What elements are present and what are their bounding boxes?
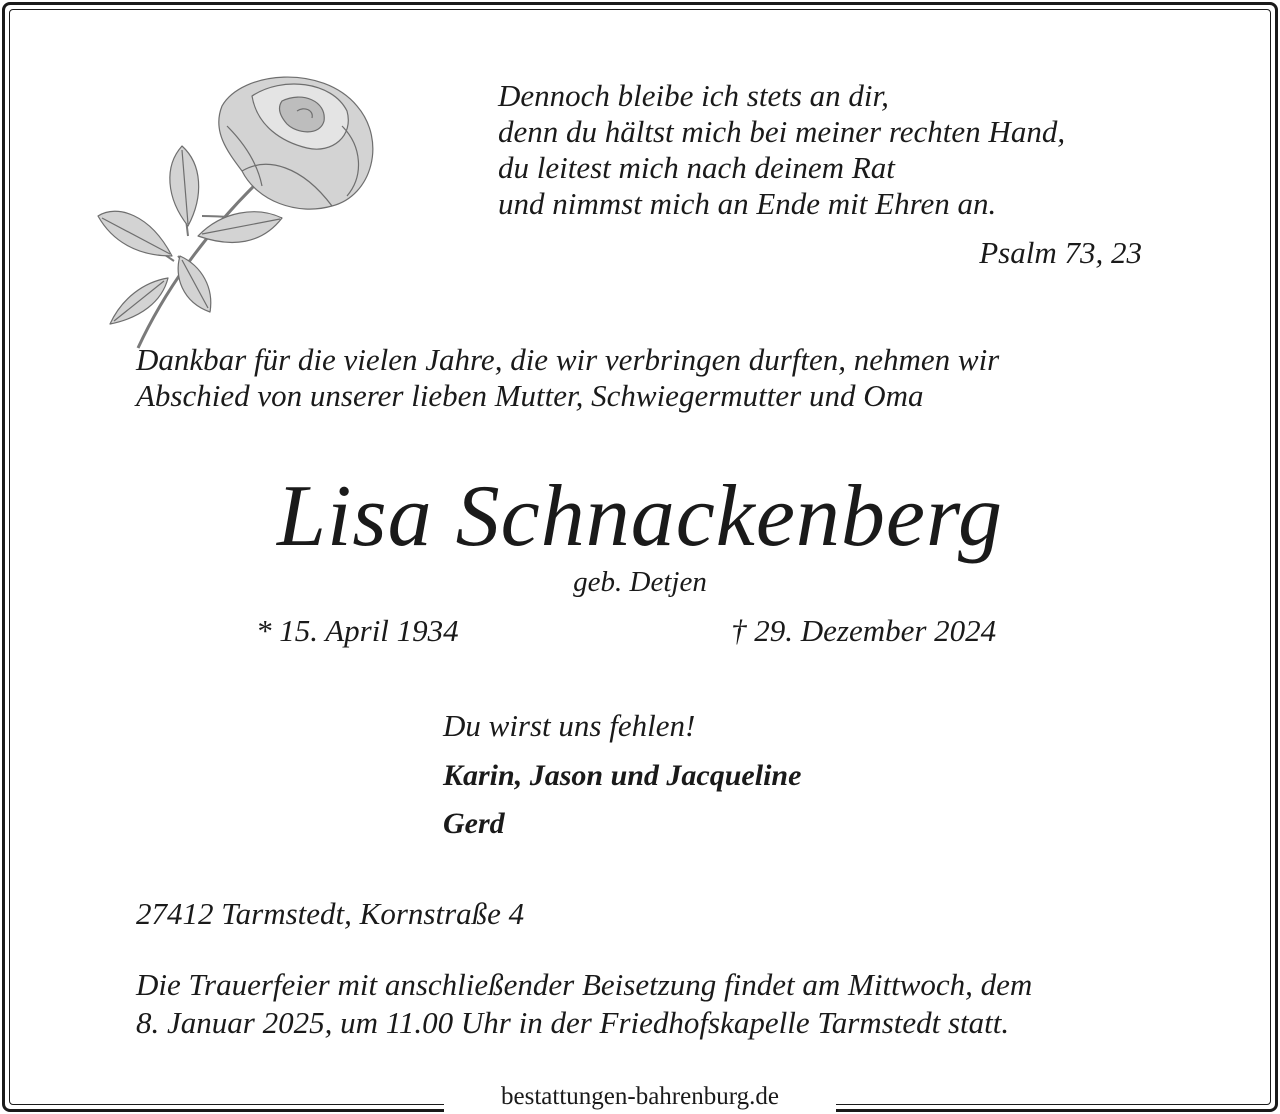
psalm-line: Dennoch bleibe ich stets an dir, <box>498 78 889 113</box>
funeral-line: 8. Januar 2025, um 11.00 Uhr in der Friedhofskapelle Tarmstedt statt. <box>136 1005 1010 1040</box>
intro-line: Dankbar für die vielen Jahre, die wir verbringen durften, nehmen wir <box>136 342 1000 377</box>
intro-line: Abschied von unserer lieben Mutter, Schwiegermutter und Oma <box>136 378 924 413</box>
mourner-names: Gerd <box>443 807 505 840</box>
farewell-message: Du wirst uns fehlen! <box>443 708 696 743</box>
psalm-line: und nimmst mich an Ende mit Ehren an. <box>498 186 997 221</box>
psalm-reference: Psalm 73, 23 <box>979 235 1142 270</box>
intro-text <box>136 342 1176 414</box>
psalm-line: du leitest mich nach deinem Rat <box>498 150 895 185</box>
birth-date: * 15. April 1934 <box>256 613 459 648</box>
funeral-notice <box>136 966 1176 1042</box>
death-date: † 29. Dezember 2024 <box>731 613 997 648</box>
deceased-name: Lisa Schnackenberg <box>277 468 1003 565</box>
maiden-name: geb. Detjen <box>573 566 707 598</box>
address: 27412 Tarmstedt, Kornstraße 4 <box>136 896 525 931</box>
mourner-names: Karin, Jason und Jacqueline <box>443 759 802 792</box>
footer-website[interactable]: bestattungen-bahrenburg.de <box>501 1083 779 1110</box>
psalm-quote <box>498 78 1158 222</box>
rose-icon <box>92 66 382 356</box>
psalm-line: denn du hältst mich bei meiner rechten Hand, <box>498 114 1066 149</box>
funeral-line: Die Trauerfeier mit anschließender Beisetzung findet am Mittwoch, dem <box>136 967 1033 1002</box>
